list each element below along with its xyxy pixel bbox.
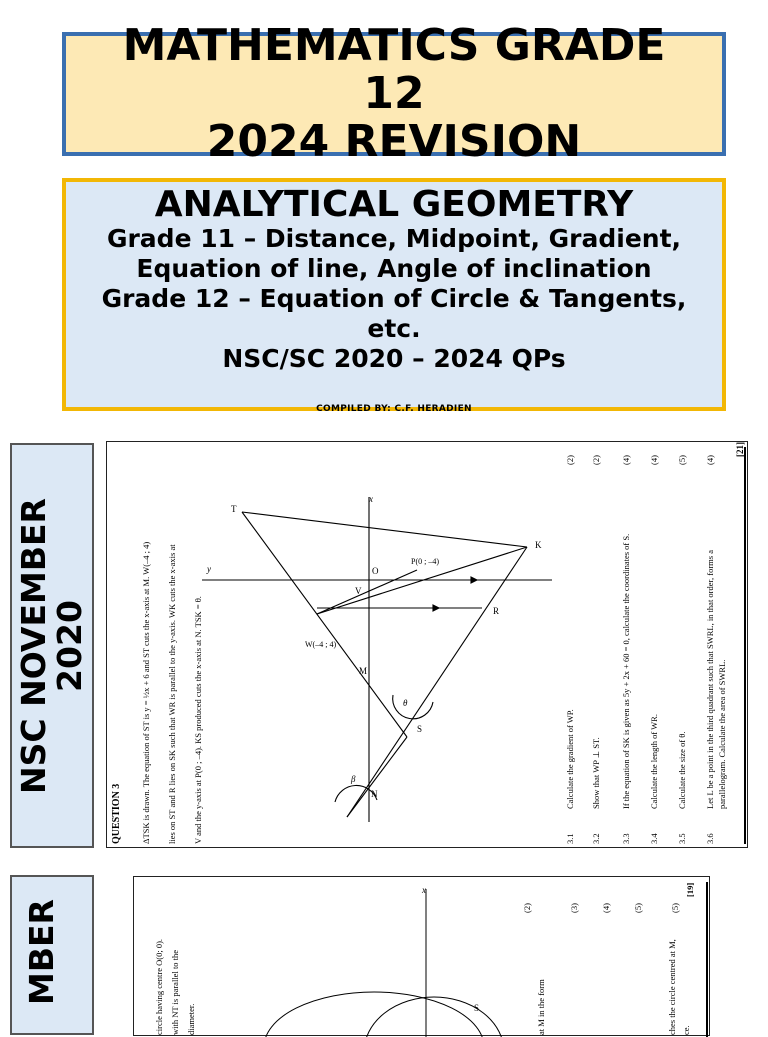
svg-text:(2): (2) [591,455,601,465]
svg-text:circle having centre O(0; 0).: circle having centre O(0; 0). [154,938,164,1035]
svg-text:(5): (5) [633,903,643,913]
svg-text:β: β [351,774,356,784]
compiled-by: COMPILED BY: C.F. HERADIEN [316,404,472,414]
question-page-2 [134,877,711,1037]
svg-text:(5): (5) [677,455,687,465]
svg-text:V: V [355,586,362,596]
svg-text:3.3: 3.3 [621,833,631,844]
svg-text:R: R [493,606,500,616]
point-label-s: S [474,1003,480,1013]
line-st-extension [347,737,407,817]
svg-text:Let L be a point in the third: Let L be a point in the third quadrant such that SWRL, in that order, forms a [705,549,715,809]
svg-text:y: y [207,564,211,574]
question-paper-scan [106,441,748,848]
svg-text:x: x [369,494,373,504]
sub-question-3-6 [705,455,727,844]
svg-text:θ: θ [403,698,408,708]
topic-line: Equation of line, Angle of inclination [136,254,652,283]
topic-box [62,178,726,414]
question-paper-scan-2 [133,876,710,1036]
side-ts [242,512,407,737]
svg-text:Calculate the length of WR.: Calculate the length of WR. [649,714,659,809]
question-intro-line: V and the y-axis at P(0 ; –4). KS produced cuts the x-axis at N. TSK = θ. [193,596,203,844]
svg-text:(3): (3) [569,903,579,913]
svg-text:W(–4 ; 4): W(–4 ; 4) [305,640,337,649]
question-heading: QUESTION 3 [111,783,122,844]
topic-line: Grade 12 – Equation of Circle & Tangents, [101,284,687,313]
svg-text:3.1: 3.1 [565,833,575,844]
question-3-page [107,442,749,849]
line-wp [317,570,417,614]
circle-outline [364,997,504,1037]
title-line-3: 2024 REVISION [206,116,582,167]
svg-text:at M in the form: at M in the form [536,979,546,1035]
svg-text:(5): (5) [670,903,680,913]
title-banner [62,20,726,167]
svg-text:3.5: 3.5 [677,833,687,844]
svg-text:M: M [359,666,368,676]
svg-text:3.4: 3.4 [649,833,659,844]
svg-text:with NT is parallel to the: with NT is parallel to the [170,949,180,1035]
svg-text:O: O [372,566,379,576]
section-label-partial [10,875,94,1035]
svg-text:(4): (4) [649,455,659,465]
svg-text:Show that WP ⊥ ST.: Show that WP ⊥ ST. [591,737,601,809]
theta-arc [393,695,433,719]
section-label-text: MBER [22,899,61,1005]
side-tk [242,512,527,547]
svg-text:If the equation of SK is given: If the equation of SK is given as 5y + 2x + 60 = 0, calculate the coordinates of S. [621,533,631,809]
circle-diagram [264,889,504,1037]
sub-question-3-3 [621,455,631,844]
svg-text:ce.: ce. [681,1025,691,1035]
svg-text:T: T [231,504,237,514]
svg-text:S: S [417,724,423,734]
sub-question-3-1 [565,455,575,844]
question-2-text [154,883,695,1035]
svg-text:3.6: 3.6 [705,833,715,844]
svg-text:K: K [535,540,542,550]
section-label-line-2: 2020 [50,599,89,692]
sub-question-3-2 [591,455,601,844]
svg-text:(2): (2) [565,455,575,465]
svg-text:diameter.: diameter. [186,1003,196,1035]
question-intro-line: lies on ST and R lies on SK such that WR is parallel to the y-axis. WK cuts the x-axis at [167,544,177,844]
arrow-marker [433,605,439,611]
svg-text:ches the circle centred at M,: ches the circle centred at M, [667,939,677,1035]
svg-text:(4): (4) [621,455,631,465]
svg-text:Calculate the gradient of WP.: Calculate the gradient of WP. [565,709,575,809]
side-ks [347,547,527,817]
svg-text:Calculate the size of θ.: Calculate the size of θ. [677,731,687,809]
triangle-diagram [202,497,552,822]
arrow-marker [471,577,477,583]
svg-text:(4): (4) [705,455,715,465]
title-text [66,22,722,166]
title-line-1: MATHEMATICS GRADE [122,20,666,71]
svg-text:(4): (4) [601,903,611,913]
topic-line: Grade 11 – Distance, Midpoint, Gradient, [106,224,682,253]
question-total: [21] [735,442,745,457]
section-label-nsc-november-2020 [10,443,94,848]
question-intro-line: ΔTSK is drawn. The equation of ST is y = ½x + 6 and ST cuts the x-axis at M. W(–4 ; 4) [141,541,151,844]
svg-text:3.2: 3.2 [591,833,601,844]
svg-text:parallelogram. Calculate the a: parallelogram. Calculate the area of SWRL. [717,659,727,809]
sub-question-3-5 [677,455,687,844]
topic-line: NSC/SC 2020 – 2024 QPs [222,344,566,373]
axis-label-x: x [422,885,426,895]
sub-question-3-4 [649,455,659,844]
svg-text:N: N [371,789,378,799]
svg-text:[19]: [19] [685,882,695,897]
diagram-labels [206,494,542,799]
section-label-line-1: NSC NOVEMBER [14,497,53,794]
section-label-text [16,498,88,794]
topic-title: ANALYTICAL GEOMETRY [154,184,634,225]
title-line-2: 12 [363,68,425,119]
svg-text:P(0 ; –4): P(0 ; –4) [411,557,439,566]
topic-line: etc. [367,314,421,343]
svg-text:(2): (2) [522,903,532,913]
